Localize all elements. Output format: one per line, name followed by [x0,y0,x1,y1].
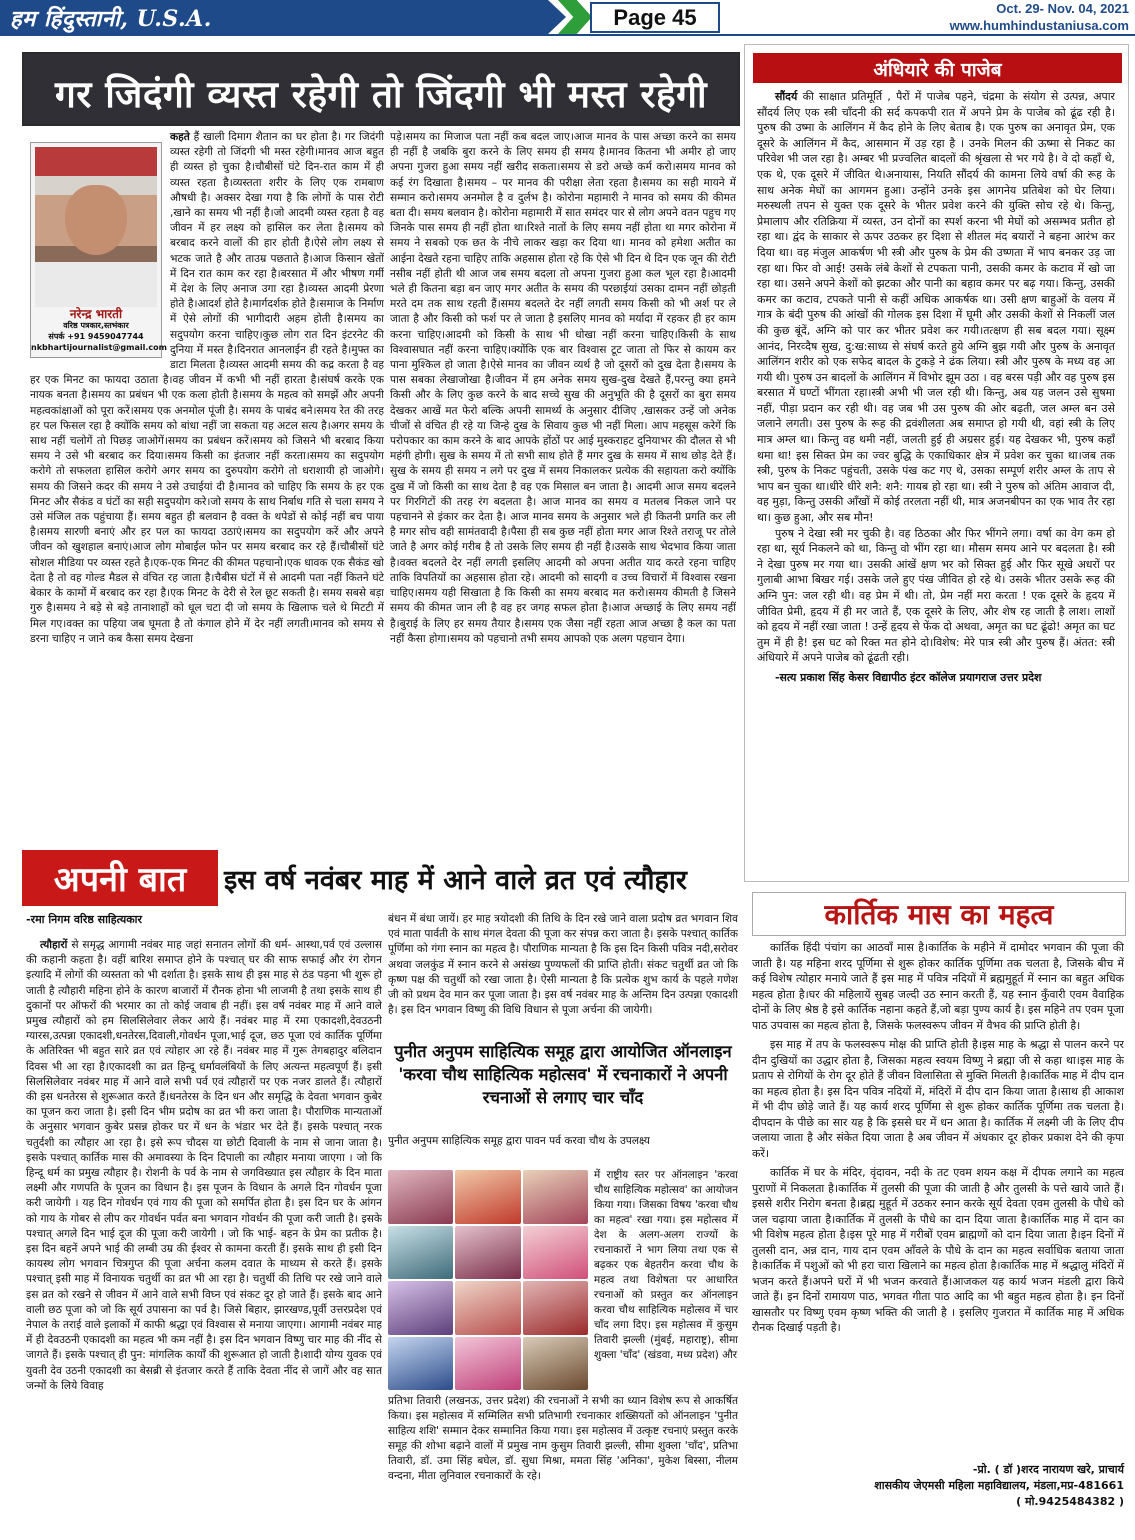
sidebar-title: अंधियारे की पाजेब [753,53,1122,83]
author-caption [31,307,167,353]
participant-photo [455,1170,520,1224]
article-headline: गर जिदंगी व्यस्त रहेगी तो जिंदगी भी मस्त रहेगी [22,52,740,126]
subarticle-bottom [388,1394,738,1538]
brand-title: हम हिंदुस्तानी, U.S.A. [0,0,548,34]
kartik-body [752,940,1124,1460]
article1-column-right [390,130,736,830]
participant-photo [388,1170,453,1224]
kartik-signature [752,1462,1124,1510]
participant-photo [455,1281,520,1335]
sidebar-paragraph-2: पुरुष ने देखा स्त्री मर चुकी है। वह ठिठका और फिर भींगने लगा। वर्षा का वेग कम हो रहा था, सूर्य निकलने को था, किन्तु वो भींग रहा था। मौसम समय आने पर बदलता है। स्त्री ने देखा पुरुष मर गया था। उसकी आंखें क्षण भर को सिक्त हुई और फिर सूखे अधरों पर गुलाबी आभा बिखर गई। उसके जले हुए पंख जीवित हो रहे थे। उसके भीतर उसके रूह की अग्नि पुन: जल रही थी। वह प्रेम में थी। तो, प्रेम नहीं मरा करता ! एक दूसरे के हृदय में जीवित प्रेमी, हृदय में ही मर जाते हैं, एक दूसरे के लिए, और शेष रह जाती है लाश। लाशों को हृदय में नहीं रखा जाता ! उन्हें हृदय से फेंक दो अथवा, अमृत का घट ढूंढो! अमृत का घट तुम में ही है! इस घट को रिक्त मत होने दो।विशेष: मेरे पात्र स्त्री और पुरुष हैं। अंतत: स्त्री अंधियारे में अपने पाजेब को ढूंढती रही। [757,526,1115,665]
page-number: Page 45 [590,2,720,33]
participant-photo [455,1226,520,1280]
sidebar-author: -सत्य प्रकाश सिंह केसर विद्यापीठ इंटर कॉलेज प्रयागराज उत्तर प्रदेश [775,670,1042,684]
site-url[interactable]: www.humhindustaniusa.com [949,18,1129,33]
sidebar-body [757,89,1115,879]
masthead [0,0,1135,36]
participant-photo [523,1170,588,1224]
article2-headline: इस वर्ष नवंबर माह में आने वाले व्रत एवं त्यौहार [224,865,687,896]
participant-photo [523,1281,588,1335]
kartik-institution: शासकीय जेएमसी महिला महाविद्यालय, मंडला,मप्र-481661 [874,1479,1124,1492]
subarticle-headline: पुनीत अनुपम साहित्यिक समूह द्वारा आयोजित ऑनलाइन 'करवा चौथ साहित्यिक महोत्सव' में रचनाकारों ने अपनी रचनाओं से लगाए चार चाँद [394,1042,732,1107]
participant-photo [523,1226,588,1280]
article2-column-left [26,938,382,1536]
article1-column-left [30,130,384,830]
article1-text-right: पड़े।समय का मिजाज पता नहीं कब बदल जाए।आज मानव के पास अच्छा करने का समय ही नहीं है जबकि बुरा करने के लिए समय ही समय है।मानव कितना भी अमीर हो जाए अपना गुजरा हुआ समय नहीं खरीद सकता।समय से डरो अच्छे कर्म करो।समय मानव को कई रंग दिखाता है।समय – पर मानव की परीक्षा लेता रहता है।समय का सही मायने में सम्मान करो।समय अनमोल है व दुर्लभ है। कोरोना महामारी ने मानव को समय की कीमत बता दी। समय बलवान है। कोरोना महामारी में सात समंदर पार से लोग अपने वतन पहुच गए जिनके पास समय ही नहीं होता था।रिश्ते नातों के लिए समय नहीं होता था मगर कोरोना में समय ने सबको एक छत के नीचे लाकर खड़ा कर दिया था। मानव को हमेशा अतीत का आईना देखते रहना चाहिए ताकि अहसास होता रहे कि ऐसे भी दिन थे दिन एक जून की रोटी नसीब नहीं होती थी आज जब समय बदला तो अपना गुजरा हुआ कल भूल रहा है।आदमी भले ही कितना बड़ा बन जाए मगर अतीत के समय की परछाईयां उसका दामन नहीं छोड़ती मरते दम तक साथ रहती हैं।समय बदलते देर नहीं लगती समय किसी को भी अर्श पर ले जाता है और किसी को फर्श पर ले जाता है इसलिए मानव को मर्यादा में रहकर ही हर काम करना चाहिए।आदमी को किसी के साथ भी धोखा नहीं करना चाहिए।किसी के साथ विश्वासघात नहीं करना चाहिए।क्योंकि एक बार विश्वास टूट जाता तो फिर से कायम कर पाना मुश्किल हो जाता है।ऐसे मानव का जीवन व्यर्थ है जो दूसरों को दुख देता है।समय के पास सबका लेखाजोखा है।जीवन में हम अनेक समय सुख-दुख देखते हैं,परन्तु क्या हमने किसी और के लिए कुछ करने के बाद सच्चे सुख की अनुभूति की है दूसरों का बुरा समय देखकर आखें मत फेरो बल्कि अपनी सामर्थ्य के अनुसार दीजिए ,खासकर उन्हें जो अनेक चीजों से वंचित ही रहे या जिन्हे दुख के सिवाय कुछ भी नहीं मिला। आप महसूस करेगें कि परोपकार का काम करने के बाद आपके होंठों पर आई मुस्कराहट दुनियाभर की दौलत से भी महंगी होगी। सुख के समय में तो सभी साथ होते हैं मगर दुख के समय में साथ छोड़ देते हैं।सुख के समय ही समय न लगे पर दुख में समय निकालकर प्रत्येक की सहायता करो क्योंकि दुख में जो किसी का साथ देता है वह एक मिसाल बन जाता है। आदमी आज समय बदलने पर गिरगिटों की तरह रंग बदलता है। आज मानव का समय व मतलब निकल जाने पर पहचानने से इंकार कर देता है। आज मानव समय के अनुसार भले ही कितनी प्रगति कर ली है मगर सोच वही सामंतवादी है।पैसा ही सब कुछ नहीं होता मगर आज रिश्ते तराजू पर तोले जाते है अगर कोई गरीब है तो उसके लिए समय ही नहीं है।उसके साथ भेदभाव किया जाता है।वक्त बदलते देर नहीं लगती इसलिए आदमी को अपना अतीत याद करते रहना चाहिए ताकि विपतियों का अहसास होता रहे। आदमी को सादगी व उच्च विचारों में विश्वास रखना चाहिए।समय यही सिखाता है कि किसी का समय बरबाद मत करो।समय कीमती है जिसने समय की कीमत जान ली है वह हर जगह सफल होता है।आज अच्छाई के लिए समय नहीं है।बुराई के लिए हर समय तैयार है।समय एक जैसा नहीं रहता आज अच्छा है कल का पता नहीं कैसा होगा।समय को पहचानो तभी समय आपको एक अलग पहचान देगा। [390,131,736,645]
author-photo [30,142,167,358]
author-portrait-image [35,147,157,307]
article2-column-right [388,912,738,1036]
participants-photo-collage [388,1170,588,1390]
author-name: नरेन्द्र भारती [69,307,123,321]
kartik-paragraph-2: इस माह में तप के फलस्वरूप मोक्ष की प्राप्ति होती है।इस माह के श्रद्धा से पालन करने पर दीन दुखियों का उद्धार होता है, जिसका महत्व स्वयम विष्णु ने ब्रह्मा जी से कहा था।इस माह के प्रताप से रोगियों के रोग दूर होते हैं जीवन विलासिता से मुक्ति मिलती है।कार्तिक माह में दीप दान का महत्व होता है। इस दिन पवित्र नदियों में, मंदिरों में दीप दान किया जाता है।साथ ही आकाश में भी दीप छोड़े जाते हैं। यह कार्य शरद पूर्णिमा से शुरू होकर कार्तिक पूर्णिमा तक चलता है।दीपदान के पीछे का सार यह है कि इससे घर में धन आता है। कार्तिक में लक्ष्मी जी के लिए दीप जलाया जाता है और संकेत दिया जाता है अब जीवन में अंधकार दूर होकर प्रकाश देने की कृपा करें। [752,1038,1124,1160]
subarticle-side-text: में राष्ट्रीय स्तर पर ऑनलाइन 'करवा चौथ साहित्यिक महोत्सव' का आयोजन किया गया। जिसका विषय 'करवा चौथ का महत्व' रखा गया। इस महोत्सव में देश के अलग-अलग राज्यों के रचनाकारों ने भाग लिया तथा एक से बढ़कर एक बेहतरीन करवा चौथ के महत्व तथा विशेषता पर आधारित रचनाओं को प्रस्तुत कर ऑनलाइन करवा चौथ साहित्यिक महोत्सव में चार चाँद लगा दिए। इस महोत्सव में कुसुम तिवारी झल्ली (मुंबई, महाराष्ट्र), सीमा शुक्ला 'चाँद' (खंडवा, मध्य प्रदेश) और [594,1169,738,1361]
participant-photo [523,1337,588,1391]
kartik-author: -प्रो. ( डॉ )शरद नारायण खरे, प्राचार्य [972,1463,1124,1476]
lead-word: कहते [170,131,190,143]
subarticle-side-column [594,1168,738,1390]
author-contact: संपर्क +91 9459047744 [48,332,144,341]
author-email: nkbhartijournalist@gmail.com [31,343,167,352]
article2-author: -रमा निगम वरिष्ठ साहित्यकार [26,913,142,926]
article2-text-left: से समृद्ध आगामी नवंबर माह जहां सनातन लोगों की धर्म- आस्था,पर्व एवं उल्लास की कहानी कहता है। वहीं बारिश समाप्त होने के पश्चात् घर की साफ सफाई और रंग रोगन इत्यादि में लोगों की व्यस्तता को भी दर्शाता है। इसके साथ ही इस माह से ठंड पड़ना भी शुरू हो जाती है त्यौहारी महिना होने के कारण बाजारों में रौनक होना भी लाजमी है तथा इसके साथ ही दुकानों पर ऑफरों की भरमार का तो कोई जवाब ही नहीं। इस वर्ष नवंबर माह में आने वाले प्रमुख त्यौहारों को हम सिलसिलेवार लेकर आये हैं। नवंबर माह में रमा एकादशी,देवउठनी ग्यारस,उत्पन्ना एकादशी,धनतेरस,दिवाली,गोवर्धन पूजा,भाई दूज, छठ पूजा एवं कार्तिक पूर्णिमा के अतिरिक्त भी बहुत सारे व्रत एवं त्योहार आ रहे हैं। नवंबर माह में गुरू तेगबहादुर बलिदान दिवस भी आ रहा है।एकादशी का व्रत हिन्दू धर्मावलंबियों के लिए अत्यन्त महत्वपूर्ण हैं। इसी सिलसिलेवार नवंबर माह में आने वाले सभी पर्व एवं त्यौहारों पर एक नजर डालते हैं। त्यौहारों की इस धनतेरस से शुरूआत करते हैं।धनतेरस के दिन धन और समृद्धि के देवता भगवान कुबेर का पूजन करा जाता है। इसी दिन भीम प्रदोष का व्रत भी करा जाता है। पौराणिक मान्यताओं के अनुसार भगवान कुबेर प्रसन्न होकर घर में धन के भंडार भर देते हैं। इसके पश्चात् नरक चतुर्दशी का त्यौहार आ रहा है। इसे रूप चौदस या छोटी दिवाली के नाम से जाना जाता है। इसके पश्चात् कार्तिक मास की अमावस्या के दिन दिपाली का त्यौहार मनाया जाएगा । जो कि हिन्दू धर्म का प्रमुख त्यौहार है। रोशनी के पर्व के नाम से जगविख्यात इस त्यौहार के दिन माता लक्ष्मी और गणपति के पूजन का विधान है। इस पूजन के विधान के अगले दिन गोवर्धन पूजा करी जायेगी । यह दिन गोवर्धन एवं गाय की पूजा को समर्पित होता है। इस दिन घर के आंगन को गाय के गोबर से लीप कर गोवर्धन पर्वत बना भगवान गोवर्धन की पूजा करी जाती है। इसके पश्चात् अगले दिन भाई दूज की पूजा करी जायेगी । जो कि भाई- बहन के प्रेम का प्रतीक है। इस दिन बहनें अपने भाई की लम्बी उम्र की ईश्वर से कामना करती हैं। इसके साथ ही इसी दिन कायस्थ लोग भगवान चित्रगुप्त की पूजा अर्चना कलम दवात के माध्यम से करते हैं। इसके पश्चात् इसी माह में विनायक चतुर्थी का व्रत भी आ रहा है। चतुर्थी की तिथि पर रखे जाने वाले इस व्रत को रखने से जीवन में आने वाले सभी विघ्न एवं संकट दूर हो जाते हैं। इसके बाद आने वाली छठ पूजा को जो कि सूर्य उपासना का पर्व है। जिसे बिहार, झारखण्ड,पूर्वी उत्तरप्रदेश एवं नेपाल के तराई वाले इलाकों में काफी श्रद्धा एवं विश्वास से मनाया जाएगा। आगामी नवंबर माह में ही देवउठनी एकादशी का महत्व भी कम नहीं है। इस दिन भगवान विष्णु चार माह की नींद से जागते हैं। इसके पश्चात् ही पुन: मांगलिक कार्यों की शुरूआत हो जाती है।शादी योग्य युवक एवं युवती देव उठनी एकादशी का बेसब्री से इंतजार करते हैं ताकि देवता नींद से जागें और वह सात जन्मों के लिये विवाह [26,939,382,1392]
subarticle-bottom-text: प्रतिभा तिवारी (लखनऊ, उत्तर प्रदेश) की रचनाओं ने सभी का ध्यान विशेष रूप से आकर्षित किया। इस महोत्सव में सम्मिलित सभी प्रतिभागी रचनाकार शख्सियतों को ऑनलाइन 'पुनीत साहित्य शशि' सम्मान देकर सम्मानित किया गया। इस महोत्सव में उत्कृष्ट रचनाएं प्रस्तुत करके समूह की शोभा बढ़ाने वालों में प्रमुख नाम कुसुम तिवारी झल्ली, सीमा शुक्ला 'चाँद', प्रतिभा तिवारी, डॉ. उमा सिंह बघेल, डॉ. सुधा मिश्रा, ममता सिंह 'अनिका', मुकेश बिस्सा, नीलम वन्दना, मीता लुनिवाल रचनाकारों के रहे। [388,1395,738,1482]
issue-info [950,0,1129,34]
issue-date: Oct. 29- Nov. 04, 2021 [996,1,1129,16]
kartik-paragraph-1: कार्तिक हिंदी पंचांग का आठवाँ मास है।कार्तिक के महीने में दामोदर भगवान की पूजा की जाती है। यह महिना शरद पूर्णिमा से शुरू होकर कार्तिक पूर्णिमा तक चलता है, जिसके बीच में कई विशेष त्योहार मनाये जाते हैं इस माह में पवित्र नदियों में ब्रह्ममुहूर्त में स्नान का बहुत अधिक महत्व होता है।घर की महिलायें सुबह जल्दी उठ स्नान करती हैं, यह स्नान कुँवारी एवम वैवाहिक दोनों के लिए श्रेष्ठ है इसे कार्तिक नहाना कहते हैं,जो बड़ा पुण्य कार्य है। इस महिने तप एवम पूजा पाठ उपवास का महत्व होता है, जिसके फलस्वरूप जीवन में वैभव की प्राप्ति होती है। [752,941,1124,1032]
article2-text-right: बंधन में बंधा जायें। हर माह त्रयोदशी की तिथि के दिन रखे जाने वाला प्रदोष व्रत भगवान शिव एवं माता पार्वती के साथ मंगल देवता की पूजा कर संपन्न करा जाता है। इसके पश्चात् कार्तिक पूर्णिमा को गंगा स्नान का महत्व है। पौराणिक मान्यता है कि इस दिन किसी पवित्र नदी,सरोवर अथवा जलकुंड में स्नान करने से असंख्य पुण्यफलों की प्राप्ति होती। संकट चतुर्थी व्रत जो कि कृष्ण पक्ष की चतुर्थी को रखा जाता है। ऐसी मान्यता है कि प्रत्येक शुभ कार्य के पहले गणेश जी को प्रथम देव मान कर पूजा जाता है। इस वर्ष नवंबर माह के अन्तिम दिन उत्पन्ना एकादशी है। इस दिन भगवान विष्णु की विधि विधान से पूजा अर्चना की जायेगी। [388,913,738,1017]
article1-text-left: हैं खाली दिमाग शैतान का घर होता है। गर जिदंगी व्यस्त रहेगी तो जिंदगी भी मस्त रहेगी।मानव आज बहुत ही व्यस्त हो चुका है।चौबीसों घंटे दिन-रात काम में ही व्यस्त रहता है।व्यस्तता शरीर के लिए एक रामबाण औषधी है। अक्सर देखा गया है कि लोगों के पास रोटी ,खाने का समय भी नहीं है।जो आदमी व्यस्त रहता है वह जीवन में हर लक्ष्य को हासिल कर लेता है।समय को बरबाद करने वालों की हार होती है।ऐसे लोग लक्ष्य से भटक जाते है और ताउम्र पछताते है।आज किसान खेतों में दिन रात काम कर रहा है।बरसात में और भीषण गर्मी में देश के लिए अनाज उगा रहा है।व्यस्त आदमी प्रेरणा होते है।आदर्श होते है।मार्गदर्शक होते है।समाज के निर्माण में ऐसे लोगों की भागीदारी अहम होती है।समय का सदुपयोग करना चाहिए।कुछ लोग रात दिन इंटरनेट की दुनिया में मस्त है।दिनरात आनलाईन ही रहते है।मुफ्त का डाटा मिलता है।व्यस्त आदमी समय की कद्र करता है वह हर एक मिनट का फायदा उठाता है।वह जीवन में कभी भी नहीं हारता है।संघर्ष करके एक नायक बनता है।समय का प्रबंधन भी एक कला होती है।समय के महत्व को समझें और अपनी महत्वकांक्षाओं को पूरा करें।समय एक अनमोल पूंजी है। समय के पाबंद बने।समय रेत की तरह हर पल फिसल रहा है क्योंकि समय को बांधा नहीं जा सकता यह अटल सत्य है।अगर समय के साथ नहीं चलोगें तो पिछड़ जाओगें।समय का प्रबंधन करें।समय को जिसने भी बरबाद किया समय ने उसे भी बरबाद कर दिया।समय किसी का इंतजार नहीं करता।समय का सदुपयोग करोगे तो सफलता हासिल करोगे अगर समय का दुरुपयोग करोगे तो धराशायी हो जाओगे।समय की जिसने कदर की समय ने उसे उचाईयां दी है।मानव को चाहिए कि समय के हर एक मिनट और सैकंड व घंटों का सही सदुपयोग करे।जो समय के साथ निर्बाध गति से चला समय ने उसे मंजिल तक पहुंचाया हैं। समय बहुत ही बलवान है वक्त के थपेडों से कोई नहीं बच पाया है।समय सारणी बनाएं और हर पल का फायदा उठाएं।समय का सदुपयोग करें और अपने जीवन को खुशहाल बनाएं।आज लोग मोबाईल फोन पर समय बरबाद कर रहे हैं।चौबीसों घंटे सोशल मीडिया पर व्यस्त रहते है।एक-एक मिनट की कीमत पहचानो।एक धावक एक सैकंड खो देता है तो वह गोल्ड मैडल से वंचित रह जाता है।चैबीस घंटों में से आदमी पता नहीं कितने घंटे बेकार के कामों में बरबाद कर रहा है।एक मिनट के देरी से रेल छूट सकती है। समय सबसे बड़ा गुरु है।समय ने बड़े से बड़े तानाशाहों को धूल चटा दी जो समय के खिलाफ चले थे मिटटी में मिल गए।वक्त का पहिया जब घूमता है तो कंगाल होने में देर नहीं लगती।मानव को समय से डरना चाहिए न जाने कब कैसा समय देखना [30,131,384,645]
kartik-paragraph-3: कार्तिक में घर के मंदिर, वृंदावन, नदी के तट एवम शयन कक्ष में दीपक लगाने का महत्व पुराणों में निकलता है।कार्तिक में तुलसी की पूजा की जाती है और तुलसी के पत्ते खाये जाते हैं।इससे शरीर निरोग बनता है।ब्रह्म मुहूर्त में उठकर स्नान करके सूर्य देवता एवम तुलसी के पौधे को जल चढ़ाया जाता है।कार्तिक में तुलसी के पौधे का दान दिया जाता है।कार्तिक माह में दान का भी विशेष महत्व होता है।इस पूरे माह में गरीबों एवम ब्राह्मणों को दान दिया जाता है।इन दिनों में तुलसी दान, अन्न दान, गाय दान एवम आँवले के पौधे के दान का महत्व सर्वाधिक बताया जाता है।कार्तिक में पशुओं को भी हरा चारा खिलाने का महत्व होता है।कार्तिक माह में श्रद्धालु मंदिरों में भजन करते हैं।अपने घरों में भी भजन करवाते हैं।आजकल यह कार्य भजन मंडली द्वारा किये जाते हैं। इन दिनों रामायण पाठ, भगवत गीता पाठ आदि का भी बहुत महत्व होता है। इन दिनों खासतौर पर विष्णु एवम कृष्ण भक्ति की जाती है । इसलिए गुजरात में कार्तिक माह में अधिक रौनक दिखाई पड़ती है। [752,1166,1124,1334]
participant-photo [388,1226,453,1280]
kartik-contact: ( मो.9425484382 ) [1016,1495,1124,1508]
participant-photo [388,1281,453,1335]
sidebar-article [744,44,1129,882]
section-tag: अपनी बात [22,850,218,906]
sidebar-lead-word: सौंदर्य [775,90,798,103]
sidebar-paragraph-1: की साक्षात प्रतिमूर्ति , पैरों में पाजेब पहने, चंद्रमा के संयोग से उत्पन्न, अपार सौंदर्य लिए एक स्त्री चाँदनी की सर्द कपकपी रात में अपने प्रेम के पाजेब को ढूंढ रही है। पुरुष की उष्मा के आलिंगन में कैद होने के लिए बेताब है। एक पुरुष का अनावृत प्रेम, एक दूसरे के आलिंगन में कैद, आसमान में उड़ रहा है । उनके मिलन की ऊष्मा से निकट का परिवेश भी जल रहा है। अम्बर भी प्रज्वलित बादलों की श्रृंखला से भर गये है। वे दो कहाँ थे, एक थे, एक दूसरे में जीवित थे।अनायास, नियति सौंदर्य की कामना लिये वर्षा की रूह के साथ अनेक मेघों का आगमन हुआ। उन्होंने उनके इस आगनेय प्रतिबेश को घेर लिया। मरुस्थली तपन से युक्त एक दूसरे के भीतर प्रवेश करने की युक्ति सोच रहे थे। किन्तु, प्रेमालाप और रतिक्रिया में व्यस्त, उन दोनों का स्पर्श करना भी मेघों को असम्भव प्रतीत हो रहा था। द्वंद के साकार से ऊपर उठकर हर दिशा से शीतल मंद बयारों ने बहना आरंभ कर दिया था। वह मंजुल आकर्षण भी स्त्री और पुरुष के प्रेम की उष्णता में भाप बनकर उड़ जा रहा था। फिर वो आई! उसके लंबे केशों से टपकता पानी, उसकी कमर के कटाव में खो जा रहा था। उसने अपने केशों को झटका और पानी का बहाव कमर पर बढ़ गया। किन्तु, उसकी कमर का कटाव, टपकते पानी से कहीं अधिक आकर्षक था। उसी क्षण बाहुओं के वलय में गात्र के बंदी पुरुष की आंखों की गोलक इस दिशा में घूमी और उसकी केशों से निकलीं जल की कुछ बूंदें, अग्नि को पार कर भीतर प्रवेश कर गयी।तत्क्षण ही सब बदल गया। सूक्ष्म आनंद, निरव्दैष सुख, दु:ख:साध्य से संघर्ष करते हुये अग्नि बुझ गयी और पुरुष के अनावृत आलिंगन शरीर को एक सफेद बादल के टुकड़े ने ढंक लिया। स्त्री और पुरुष के मध्य वह आ गयी थी। पुरुष उन बादलों के आलिंगन में विभोर झूम उठा । वह बरस पड़ी और वह पुरुष इस बरसात में घण्टों भींगता रहा।स्त्री अभी भी जल रही थी। किन्तु, अब यह जलन उसे सुषमा नहीं, पीड़ा प्रदान कर रही थी। वह जब भी उस पुरुष की ओर बढ़ती, जल अम्ल बन उसे जलाने लगती। उस पुरुष के रूह की द्रवंशीलता अब समाप्त हो गयी थी, वहां स्त्री के लिए मात्र अम्ल था। किन्तु वह थमी नहीं, जलती हुई ही अग्रसर हुई। यह देखकर भी, पुरुष कहाँ थमा था! इस सिक्त प्रेम का ज्वर बुद्धि के एकाधिकार क्षेत्र में प्रवेश कर चुका था।जब तक स्त्री, पुरुष के निकट पहुंचती, उसके पंख कट गए थे, उसका सम्पूर्ण शरीर अम्ल के ताप से भाप बन चुका था।धीरे धीरे शनै: शनै: गायब हो रहा था। स्त्री ने पुरुष को अंतिम आवाज दी, वह मुड़ा, किन्तु उसकी आँखों में कोई तरलता नहीं थी, मात्र अजनबीपन का एक भाव तैर रहा था। कुछ हुआ, और सब मौन! [757,90,1115,525]
author-role: वरिष्ठ पत्रकार,स्तभंकार [63,321,129,330]
participant-photo [455,1337,520,1391]
article2-lead-word: त्यौहारों [40,939,68,951]
kartik-title: कार्तिक मास का महत्व [752,892,1126,936]
subarticle-intro: पुनीत अनुपम साहित्यिक समूह द्वारा पावन पर्व करवा चौथ के उपलक्ष्य [388,1135,650,1147]
participant-photo [388,1337,453,1391]
